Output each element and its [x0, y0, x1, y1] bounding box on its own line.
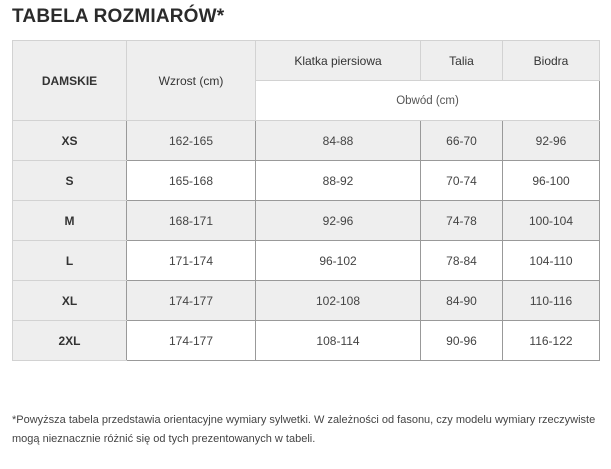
height-cell: 174-177	[127, 281, 256, 321]
hips-cell: 92-96	[503, 121, 600, 161]
size-cell: L	[13, 241, 127, 281]
page-title: TABELA ROZMIARÓW*	[12, 6, 225, 27]
hips-cell: 110-116	[503, 281, 600, 321]
size-cell: M	[13, 201, 127, 241]
size-cell: XS	[13, 121, 127, 161]
size-cell: S	[13, 161, 127, 201]
header-size: DAMSKIE	[13, 41, 127, 121]
table-row	[13, 241, 600, 281]
height-cell: 168-171	[127, 201, 256, 241]
hips-cell: 104-110	[503, 241, 600, 281]
waist-cell: 90-96	[421, 321, 503, 361]
header-hips: Biodra	[503, 41, 600, 81]
chest-cell: 108-114	[256, 321, 421, 361]
waist-cell: 78-84	[421, 241, 503, 281]
waist-cell: 66-70	[421, 121, 503, 161]
hips-cell: 96-100	[503, 161, 600, 201]
header-waist: Talia	[421, 41, 503, 81]
height-cell: 162-165	[127, 121, 256, 161]
height-cell: 174-177	[127, 321, 256, 361]
table-row	[13, 321, 600, 361]
table-row	[13, 281, 600, 321]
header-chest: Klatka piersiowa	[256, 41, 421, 81]
header-height: Wzrost (cm)	[127, 41, 256, 121]
height-cell: 171-174	[127, 241, 256, 281]
table-row	[13, 201, 600, 241]
table-row	[13, 121, 600, 161]
chest-cell: 96-102	[256, 241, 421, 281]
header-row	[13, 41, 600, 81]
table-row	[13, 161, 600, 201]
chest-cell: 92-96	[256, 201, 421, 241]
size-cell: XL	[13, 281, 127, 321]
waist-cell: 70-74	[421, 161, 503, 201]
hips-cell: 116-122	[503, 321, 600, 361]
size-cell: 2XL	[13, 321, 127, 361]
footnote: *Powyższa tabela przedstawia orientacyjne wymiary sylwetki. W zależności od fasonu, czy modelu wymiary rzeczywiste mogą nieznacznie różnić się od tych prezentowanych w tabeli.	[12, 414, 596, 445]
size-table	[12, 40, 600, 361]
waist-cell: 84-90	[421, 281, 503, 321]
waist-cell: 74-78	[421, 201, 503, 241]
header-circumference: Obwód (cm)	[256, 81, 600, 121]
chest-cell: 84-88	[256, 121, 421, 161]
chest-cell: 102-108	[256, 281, 421, 321]
hips-cell: 100-104	[503, 201, 600, 241]
height-cell: 165-168	[127, 161, 256, 201]
chest-cell: 88-92	[256, 161, 421, 201]
